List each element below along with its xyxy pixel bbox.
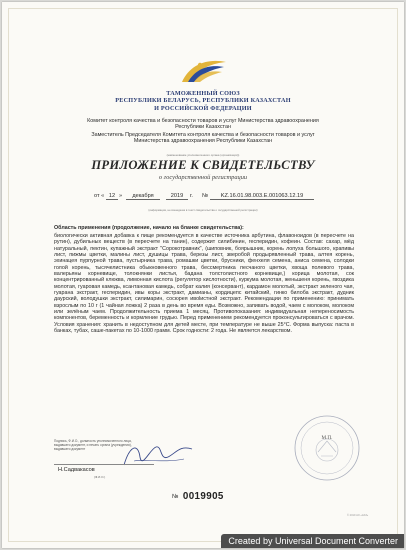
customs-union-emblem-icon (178, 54, 230, 86)
date-and-number (94, 193, 314, 203)
authority-caption: (наименование уполномоченного органа (организации)) (166, 153, 240, 157)
date-from-label: от « (94, 193, 105, 199)
committee-line: Комитет контроля качества и безопасности товаров и услуг Министерства здравоохранения (87, 118, 319, 124)
date-year: 2019 (166, 193, 188, 200)
serial-number-sign: № (172, 494, 179, 500)
serial-number-value: 0019905 (182, 491, 224, 502)
official-seal-stamp (293, 414, 361, 482)
union-heading (2, 90, 404, 112)
application-area-text: биологически активная добавка к пище рекомендуется в качестве источника арбутина, флавоноидов (в пересчете на рутин), дубильных веществ (в пересчете на танин), содержит силибинин, гесперидин, кофеин. Состав: сахар, мёд натуральный, пектин, купажный экстракт "Сорокотравник", (шиповник, боярышник, корень лопуха большого, крапивы лист, пижмы цветки, малины лист, душицы трава, березы лист, зверобой продырявленный трава, алтея корень, эхинацея пурпурной трава, пустырника трава, ромашки цветки, брусники, фенхеля семена, аниса семена, солодки голой корень, тысячелистника обыкновенного трава, бессмертника песчаного цветки, хвоща полевого трава, валерьяны корневище, толокнянки листья, бадана толстолистного корневище,) корица молотая, сок концентрированный клюква, лимонная кислота (регулятор кислотности), куркума молотая, женьшеня корень, гвоздика молотая, гуаровая камедь, ксантановая камедь, собрат калия (консервант), кардамон молотый, экстракт зеленого чая, гуарана экстракт, гесперидин, ивы коры экстракт, дамианы, кордицепс китайский, гинко билоба экстракт, дудник даурский, володушки экстракт, силимарин, сосюрея ивolистной экстракт. Рекомендации по применению: принимать взрослым по 10 г (1 чайная ложка) 2 раза в день во время еды. Возможно, запивать водой, чаем с молоком, молоком или зелёным чаем. Продолжительность приема 1 месяц. Противопоказания: индивидуальная непереносимость компонентов, беременность и кормление грудью. Перед применением рекомендуется проконсультироваться с врачом. Условия хранения: хранить в недоступном для детей месте, при температуре не выше 25°С. Форма выпуска: паста в банках, тубах, саше-пакетах по 10-1000 грамм. Срок годности: 2 года. Не является лекарством. (54, 232, 354, 334)
date-year-suffix: г. (190, 193, 193, 199)
print-mark: © 2019 АО «КАЗ» (347, 514, 369, 517)
signer-name: Н.Садвакасов (58, 467, 95, 473)
deputy-line: Заместитель Председателя Комитета контроля качества и безопасности товаров и услуг (91, 132, 315, 138)
signature-caption-line: выдавшего документ, и печать органа (учреждения), (54, 443, 132, 448)
union-line: ТАМОЖЕННЫЙ СОЮЗ (166, 90, 240, 97)
date-month: декабря (126, 193, 160, 200)
certificate-sheet (2, 2, 404, 548)
application-area-label: Область применения (продолжение, начало на бланке свидетельства): (54, 225, 244, 231)
stamp-label: М.П. (321, 435, 333, 441)
deputy-name (2, 132, 404, 145)
signature-line (54, 464, 154, 465)
registration-number: KZ.16.01.98.003.E.001063.12.19 (210, 193, 314, 200)
converter-watermark: Created by Universal Document Converter (221, 534, 404, 548)
handwritten-signature (120, 439, 196, 473)
number-sign: № (202, 193, 209, 199)
application-area (54, 225, 354, 334)
date-close-quote: » (119, 193, 123, 199)
blank-serial-number (172, 491, 224, 502)
signature-caption-line: выдавшего документ (54, 447, 86, 452)
union-line: РЕСПУБЛИКИ БЕЛАРУСЬ, РЕСПУБЛИКИ КАЗАХСТАН (115, 97, 291, 105)
deputy-line: Министерства здравоохранения Республики Казахстан (133, 138, 273, 145)
committee-name (2, 118, 404, 131)
document-title: ПРИЛОЖЕНИЕ К СВИДЕТЕЛЬСТВУ (91, 158, 315, 172)
union-line: И РОССИЙСКОЙ ФЕДЕРАЦИИ (154, 104, 252, 112)
committee-line: Республики Казахстан (175, 124, 231, 131)
fio-caption: (Ф.И.О.) (94, 475, 106, 479)
date-day: 12 (106, 193, 118, 200)
info-caption: (информация, не вошедшая в текст свидетельства о государственной регистрации) (148, 208, 258, 212)
document-subtitle: о государственной регистрации (158, 174, 248, 181)
signature-caption-line: Подпись, Ф.И.О., должность уполномоченного лица, (54, 439, 132, 443)
